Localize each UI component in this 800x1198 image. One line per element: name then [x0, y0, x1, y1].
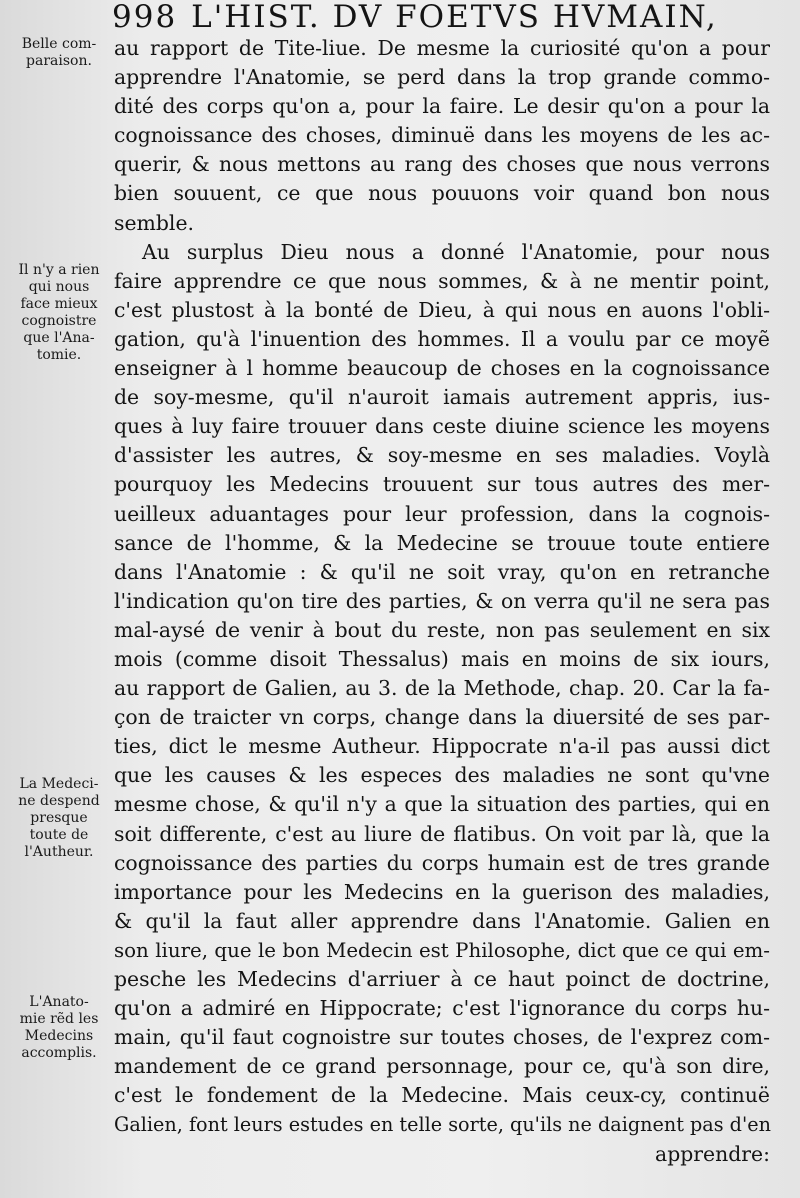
text-line: d'assister les autres, & soy-mesme en ses maladies. Voylà	[114, 443, 770, 468]
text-line: sance de l'homme, & la Medecine se trouue toute entiere	[114, 530, 770, 555]
body-text	[114, 34, 770, 1169]
margin-note-line: l'Autheur.	[24, 844, 94, 860]
text-line: ueilleux aduantages pour leur profession, dans la cognois-	[114, 501, 770, 526]
margin-note-line: Medecins	[24, 1028, 94, 1044]
catchword: apprendre:	[655, 1141, 770, 1166]
margin-note-line: que l'Ana-	[23, 330, 95, 346]
text-line: enseigner à l homme beaucoup de choses en la cognoissance	[114, 356, 770, 381]
margin-note-line: accomplis.	[21, 1045, 97, 1061]
text-line: mal-aysé de venir à bout du reste, non pas seulement en six	[114, 617, 770, 642]
text-line: au rapport de Tite-liue. De mesme la curiosité qu'on a pour	[114, 36, 770, 60]
margin-note-line: paraison.	[26, 53, 92, 69]
margin-note-line: toute de	[29, 827, 89, 843]
margin-note-line: presque	[30, 810, 88, 826]
text-line: ties, dict le mesme Autheur. Hippocrate n'a-il pas aussi dict	[114, 734, 770, 759]
margin-note-anatomy-accomplished	[6, 994, 112, 1062]
text-line: son liure, que le bon Medecin est Philosophe, dict que ce qui em-	[114, 938, 770, 962]
text-line: de soy-mesme, qu'il n'auroit iamais autrement appris, ius-	[114, 385, 770, 410]
text-line: bien souuent, ce que nous pouuons voir quand bon nous	[114, 181, 770, 206]
text-line: cognoissance des choses, diminuë dans les moyens de les ac-	[114, 123, 770, 148]
text-line: que les causes & les especes des maladies ne sont qu'vne	[114, 763, 770, 788]
margin-note-anatomy-knowledge	[6, 262, 112, 364]
page-header	[112, 0, 792, 34]
text-line: c'est le fondement de la Medecine. Mais ceux-cy, continuë	[114, 1083, 770, 1108]
text-line: Galien, font leurs estudes en telle sorte, qu'ils ne daignent pas d'en	[114, 1113, 771, 1137]
page-number: 998	[112, 0, 178, 34]
text-line: qu'on a admiré en Hippocrate; c'est l'ignorance du corps hu-	[114, 996, 770, 1021]
text-line: l'indication qu'on tire des parties, & on verra qu'il ne sera pas	[114, 588, 770, 613]
text-line: querir, & nous mettons au rang des choses que nous verrons	[114, 152, 770, 177]
text-line: mandement de ce grand personnage, pour ce, qu'à son dire,	[114, 1054, 770, 1079]
margin-note-line: mie rẽd les	[19, 1011, 99, 1027]
margin-note-line: cognoistre	[21, 313, 97, 329]
text-line: pesche les Medecins d'arriuer à ce haut poinct de doctrine,	[114, 967, 770, 991]
text-line: main, qu'il faut cognoistre sur toutes choses, de l'exprez com-	[114, 1025, 770, 1050]
text-line: dité des corps qu'on a, pour la faire. Le desir qu'on a pour la	[114, 94, 770, 119]
margin-note-line: L'Anato-	[29, 994, 89, 1010]
margin-note-line: La Medeci-	[19, 776, 99, 792]
text-line: importance pour les Medecins en la guerison des maladies,	[114, 879, 770, 904]
text-line: semble.	[114, 210, 194, 235]
running-title: L'HIST. DV FOETVS HVMAIN,	[191, 0, 718, 34]
text-line: dans l'Anatomie : & qu'il ne soit vray, qu'on en retranche	[114, 559, 770, 584]
text-line: apprendre l'Anatomie, se perd dans la trop grande commo-	[114, 65, 770, 90]
text-line: & qu'il la faut aller apprendre dans l'Anatomie. Galien en	[114, 908, 770, 933]
margin-note-line: ne despend	[18, 793, 100, 809]
text-line: au rapport de Galien, au 3. de la Methode, chap. 20. Car la fa-	[114, 676, 770, 701]
margin-note-line: face mieux	[20, 296, 98, 312]
margin-note-line: tomie.	[36, 347, 82, 363]
margin-note-medicine-author	[6, 776, 112, 861]
margin-note-line: qui nous	[28, 279, 90, 295]
text-line: Au surplus Dieu nous a donné l'Anatomie, pour nous	[142, 239, 770, 264]
text-line: soit differente, c'est au liure de flatibus. On voit par là, que la	[114, 821, 770, 846]
margin-note-comparison	[6, 36, 112, 70]
margin-note-line: Il n'y a rien	[18, 262, 100, 278]
text-line: c'est plustost à la bonté de Dieu, à qui nous en auons l'obli-	[114, 297, 770, 322]
text-line: mesme chose, & qu'il n'y a que la situation des parties, qui en	[114, 792, 770, 817]
text-line: mois (comme disoit Thessalus) mais en moins de six iours,	[114, 646, 770, 671]
margin-note-line: Belle com-	[21, 36, 97, 52]
text-line: pourquoy les Medecins trouuent sur tous autres des mer-	[114, 472, 770, 497]
text-line: ques à luy faire trouuer dans ceste diuine science les moyens	[114, 414, 770, 439]
text-line: cognoissance des parties du corps humain est de tres grande	[114, 850, 770, 875]
text-line: gation, qu'à l'inuention des hommes. Il a voulu par ce moyẽ	[114, 326, 770, 351]
text-line: çon de traicter vn corps, change dans la diuersité de ses par-	[114, 705, 770, 730]
text-line: faire apprendre ce que nous sommes, & à ne mentir point,	[114, 268, 770, 293]
